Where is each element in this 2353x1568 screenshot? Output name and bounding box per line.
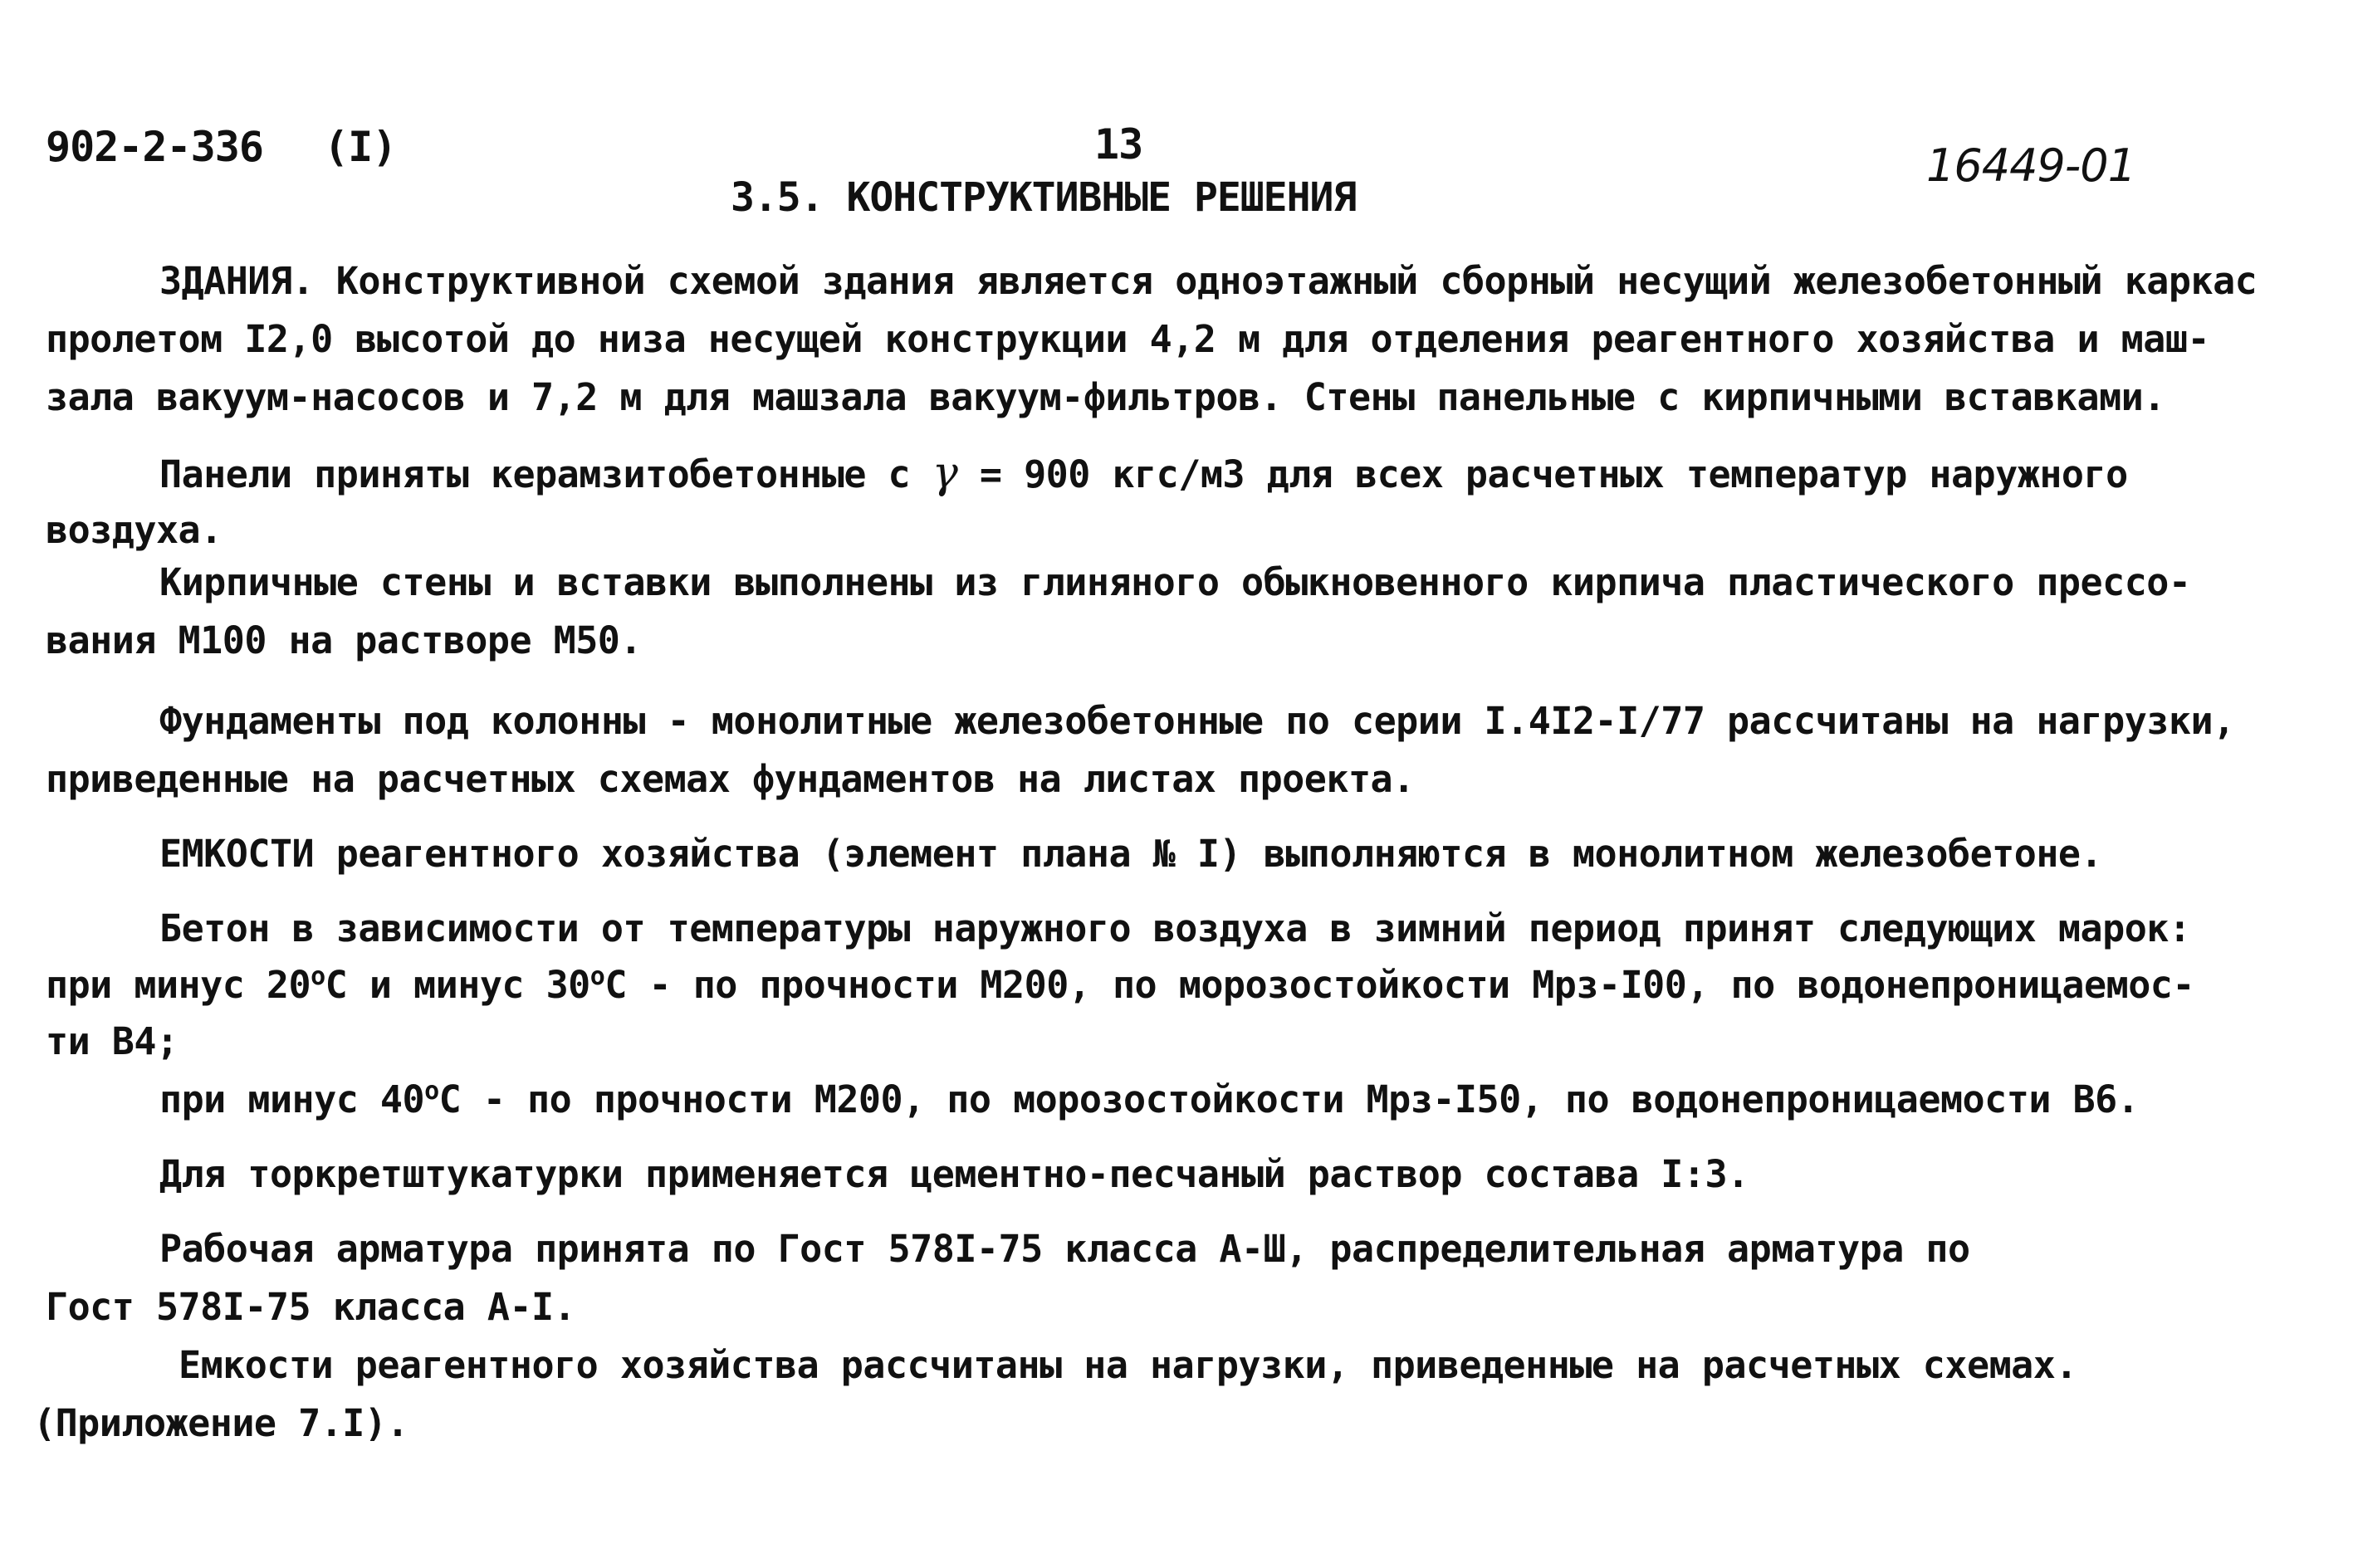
panels-text-a: Панели приняты керамзитобетонные с bbox=[159, 452, 932, 496]
paragraph-concrete-40-line: при минус 40$^o$С - по прочности М200, по морозостойкости Мрз-I50, по водонепроницаемости В6. bbox=[159, 1077, 2140, 1121]
degree-sign: o bbox=[311, 962, 325, 991]
gamma-symbol: γ bbox=[932, 448, 958, 498]
paragraph-tanks-calc-line-1: Емкости реагентного хозяйства рассчитаны на нагрузки, приведенные на расчетных схемах. bbox=[179, 1343, 2077, 1387]
panels-text-b: = 900 кгс/м3 для всех расчетных температур наружного bbox=[957, 452, 2128, 496]
paragraph-foundations-line-1: Фундаменты под колонны - монолитные железобетонные по серии I.4I2-I/77 рассчитаны на нагрузки, bbox=[159, 699, 2235, 743]
paragraph-reinforcement-line-1: Рабочая арматура принята по Гост 578I-75 класса А-Ш, распределительная арматура по bbox=[159, 1227, 1970, 1271]
document-part: (I) bbox=[324, 123, 397, 171]
paragraph-concrete-line-2: при минус 20$^o$С и минус 30$^o$С - по прочности М200, по морозостойкости Мрз-I00, по водонепроницаемос- bbox=[46, 962, 2194, 1007]
paragraph-concrete-line-1: Бетон в зависимости от температуры наружного воздуха в зимний период принят следующих марок: bbox=[159, 906, 2191, 950]
paragraph-buildings-line-3: зала вакуум-насосов и 7,2 м для машзала вакуум-фильтров. Стены панельные с кирпичными вставками. bbox=[46, 375, 2165, 419]
paragraph-buildings-line-1: ЗДАНИЯ. Конструктивной схемой здания является одноэтажный сборный несущий железобетонный каркас bbox=[159, 259, 2258, 303]
paragraph-foundations-line-2: приведенные на расчетных схемах фундаментов на листах проекта. bbox=[46, 757, 1415, 801]
paragraph-brick-line-2: вания М100 на растворе М50. bbox=[46, 618, 642, 662]
paragraph-panels-line-1 bbox=[159, 448, 2128, 498]
page-number: 13 bbox=[1094, 120, 1143, 169]
inventory-number: 16449-01 bbox=[1926, 139, 2135, 192]
paragraph-reinforcement-line-2: Гост 578I-75 класса А-I. bbox=[46, 1285, 576, 1329]
paragraph-brick-line-1: Кирпичные стены и вставки выполнены из глиняного обыкновенного кирпича пластического прессо- bbox=[159, 560, 2191, 604]
degree-sign: o bbox=[589, 962, 605, 991]
paragraph-concrete-line-3: ти В4; bbox=[46, 1019, 179, 1063]
paragraph-tanks-calc-line-2: (Приложение 7.I). bbox=[33, 1401, 409, 1445]
paragraph-plaster-line-1: Для торкретштукатурки применяется цементно-песчаный раствор состава I:3. bbox=[159, 1152, 1749, 1196]
paragraph-tanks-line-1: ЕМКОСТИ реагентного хозяйства (элемент плана № I) выполняются в монолитном железобетоне. bbox=[159, 832, 2103, 876]
section-title: 3.5. КОНСТРУКТИВНЫЕ РЕШЕНИЯ bbox=[731, 174, 1357, 221]
paragraph-buildings-line-2: пролетом I2,0 высотой до низа несущей конструкции 4,2 м для отделения реагентного хозяйства и маш- bbox=[46, 317, 2210, 361]
degree-sign: o bbox=[424, 1077, 439, 1106]
paragraph-panels-line-2: воздуха. bbox=[46, 508, 223, 552]
document-code: 902-2-336 bbox=[46, 123, 263, 171]
